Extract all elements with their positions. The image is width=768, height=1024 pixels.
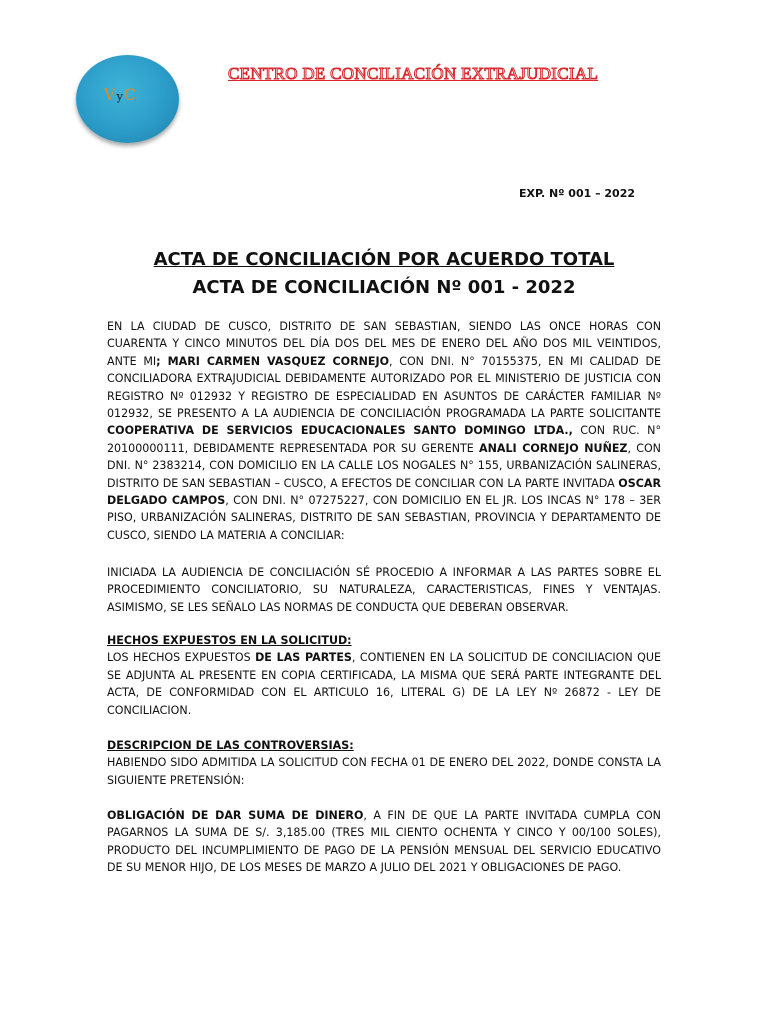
document-title: ACTA DE CONCILIACIÓN POR ACUERDO TOTAL (153, 249, 615, 270)
vyc-logo (76, 55, 179, 143)
document-number: ACTA DE CONCILIACIÓN Nº 001 - 2022 (192, 277, 576, 298)
paragraph-introduction: EN LA CIUDAD DE CUSCO, DISTRITO DE SAN SEBASTIAN, SIENDO LAS ONCE HORAS CON CUARENTA Y CINCO MINUTOS DEL DÍA DOS DEL MES DE ENERO DEL AÑO DOS MIL VEINTIDOS, ANTE MI; MARI CARMEN VASQUEZ CORNEJO, CON DNI. N° 70155375, EN MI CALIDAD DE CONCILIADORA EXTRAJUDICIAL DEBIDAMENTE AUTORIZADO POR EL MINISTERIO DE JUSTICIA CON REGISTRO Nº 012932 Y REGISTRO DE ESPECIALIDAD EN ASUNTOS DE CARÁCTER FAMILIAR Nº 012932, SE PRESENTO A LA AUDIENCIA DE CONCILIACIÓN PROGRAMADA LA PARTE SOLICITANTE COOPERATIVA DE SERVICIOS EDUCACIONALES SANTO DOMINGO LTDA., CON RUC. N° 20100000111, DEBIDAMENTE REPRESENTADA POR SU GERENTE ANALI CORNEJO NUÑEZ, CON DNI. N° 2383214, CON DOMICILIO EN LA CALLE LOS NOGALES N° 155, URBANIZACIÓN SALINERAS, DISTRITO DE SAN SEBASTIAN – CUSCO, A EFECTOS DE CONCILIAR CON LA PARTE INVITADA OSCAR DELGADO CAMPOS, CON DNI. N° 07275227, CON DOMICILIO EN EL JR. LOS INCAS N° 178 – 3ER PISO, URBANIZACIÓN SALINERAS, DISTRITO DE SAN SEBASTIAN, PROVINCIA Y DEPARTAMENTO DE CUSCO, SIENDO LA MATERIA A CONCILIAR: (107, 320, 662, 542)
facts-heading: HECHOS EXPUESTOS EN LA SOLICITUD: (107, 634, 352, 647)
applicant-name: COOPERATIVA DE SERVICIOS EDUCACIONALES SANTO DOMINGO LTDA., (107, 424, 573, 438)
center-title: CENTRO DE CONCILIACIÓN EXTRAJUDICIAL (228, 64, 599, 83)
expediente-number: EXP. Nº 001 – 2022 (519, 187, 636, 200)
paragraph-procedure: INICIADA LA AUDIENCIA DE CONCILIACIÓN SÉ PROCEDIO A INFORMAR A LAS PARTES SOBRE EL PROCEDIMIENTO CONCILIATORIO, SU NATURALEZA, CARACTERISTICAS, FINES Y VENTAJAS. ASIMISMO, SE LES SEÑALO LAS NORMAS DE CONDUCTA QUE DEBERAN OBSERVAR. (107, 566, 661, 614)
logo-letters: VyC (104, 85, 138, 104)
controversies-heading: DESCRIPCION DE LAS CONTROVERSIAS: (107, 739, 354, 752)
paragraph-claim: OBLIGACIÓN DE DAR SUMA DE DINERO, A FIN DE QUE LA PARTE INVITADA CUMPLA CON PAGARNOS LA SUMA DE S/. 3,185.00 (TRES MIL CIENTO OCHENTA Y CINCO Y 00/100 SOLES), PRODUCTO DEL INCUMPLIMIENTO DE PAGO DE LA PENSIÓN MENSUAL DEL SERVICIO EDUCATIVO DE SU MENOR HIJO, DE LOS MESES DE MARZO A JULIO DEL 2021 Y OBLIGACIONES DE PAGO. (107, 809, 661, 875)
section-controversies: DESCRIPCION DE LAS CONTROVERSIAS: HABIENDO SIDO ADMITIDA LA SOLICITUD CON FECHA 01 DE ENERO DEL 2022, DONDE CONSTA LA SIGUIENTE PRETENSIÓN: (107, 739, 661, 787)
manager-name: ANALI CORNEJO NUÑEZ (479, 441, 628, 455)
conciliator-name: ; MARI CARMEN VASQUEZ CORNEJO (156, 354, 390, 368)
section-facts: HECHOS EXPUESTOS EN LA SOLICITUD: LOS HECHOS EXPUESTOS DE LAS PARTES, CONTIENEN EN LA SOLICITUD DE CONCILIACION QUE SE ADJUNTA AL PRESENTE EN COPIA CERTIFICADA, LA MISMA QUE SERÁ PARTE INTEGRANTE DEL ACTA, DE CONFORMIDAD CON EL ARTICULO 16, LITERAL G) DE LA LEY Nº 26872 - LEY DE CONCILIACION. (107, 634, 661, 717)
invited-party-name: OSCAR DELGADO CAMPOS (107, 476, 661, 508)
claim-title: OBLIGACIÓN DE DAR SUMA DE DINERO (107, 809, 364, 822)
